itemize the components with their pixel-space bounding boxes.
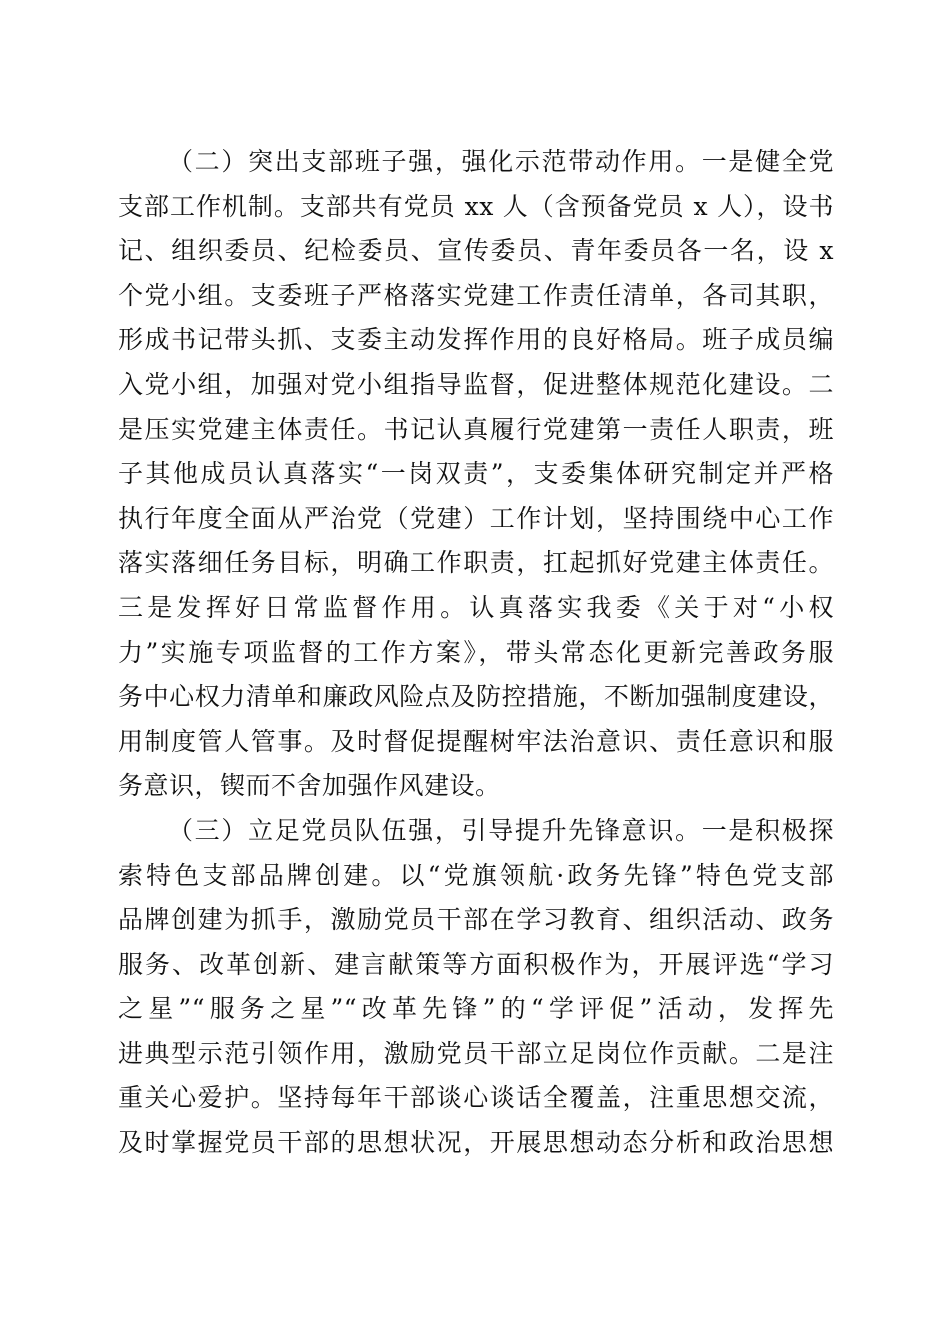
text-line: 务意识，锲而不舍加强作风建设。 xyxy=(118,771,501,801)
text-line: 入党小组，加强对党小组指导监督，促进整体规范化建设。二 xyxy=(118,369,834,399)
text-line: 服务、改革创新、建言献策等方面积极作为，开展评选“学习 xyxy=(118,949,834,979)
text-line: 用制度管人管事。及时督促提醒树牢法治意识、责任意识和服 xyxy=(118,726,834,756)
text-line: 落实落细任务目标，明确工作职责，扛起抓好党建主体责任。 xyxy=(118,548,834,578)
text-line: 索特色支部品牌创建。以“党旗领航·政务先锋”特色党支部 xyxy=(118,860,834,890)
text-line: 形成书记带头抓、支委主动发挥作用的良好格局。班子成员编 xyxy=(118,325,834,355)
text-line: 是压实党建主体责任。书记认真履行党建第一责任人职责，班 xyxy=(118,414,834,444)
text-line: 品牌创建为抓手，激励党员干部在学习教育、组织活动、政务 xyxy=(118,905,834,935)
text-line: 子其他成员认真落实“一岗双责”，支委集体研究制定并严格 xyxy=(118,459,834,489)
text-line: （三）立足党员队伍强，引导提升先锋意识。一是积极探 xyxy=(168,815,834,845)
text-line: 重关心爱护。坚持每年干部谈心谈话全覆盖，注重思想交流， xyxy=(118,1083,834,1113)
text-line: 记、组织委员、纪检委员、宣传委员、青年委员各一名，设 x xyxy=(118,236,834,266)
text-line: 进典型示范引领作用，激励党员干部立足岗位作贡献。二是注 xyxy=(118,1038,834,1068)
text-line: 支部工作机制。支部共有党员 xx 人（含预备党员 x 人），设书 xyxy=(118,191,834,221)
text-line: （二）突出支部班子强，强化示范带动作用。一是健全党 xyxy=(168,147,834,176)
paragraph-section-3 xyxy=(118,809,834,1166)
paragraph-section-2 xyxy=(118,140,834,809)
text-line: 之星”“服务之星”“改革先锋”的“学评促”活动，发挥先 xyxy=(118,994,834,1024)
text-line: 及时掌握党员干部的思想状况，开展思想动态分析和政治思想 xyxy=(118,1128,834,1158)
document-body xyxy=(118,140,834,1166)
text-line: 务中心权力清单和廉政风险点及防控措施，不断加强制度建设， xyxy=(118,682,834,712)
text-line: 力”实施专项监督的工作方案》，带头常态化更新完善政务服 xyxy=(118,637,834,667)
text-line: 三是发挥好日常监督作用。认真落实我委《关于对“小权 xyxy=(118,592,834,622)
text-line: 执行年度全面从严治党（党建）工作计划，坚持围绕中心工作 xyxy=(118,503,834,533)
text-line: 个党小组。支委班子严格落实党建工作责任清单，各司其职， xyxy=(118,280,834,310)
